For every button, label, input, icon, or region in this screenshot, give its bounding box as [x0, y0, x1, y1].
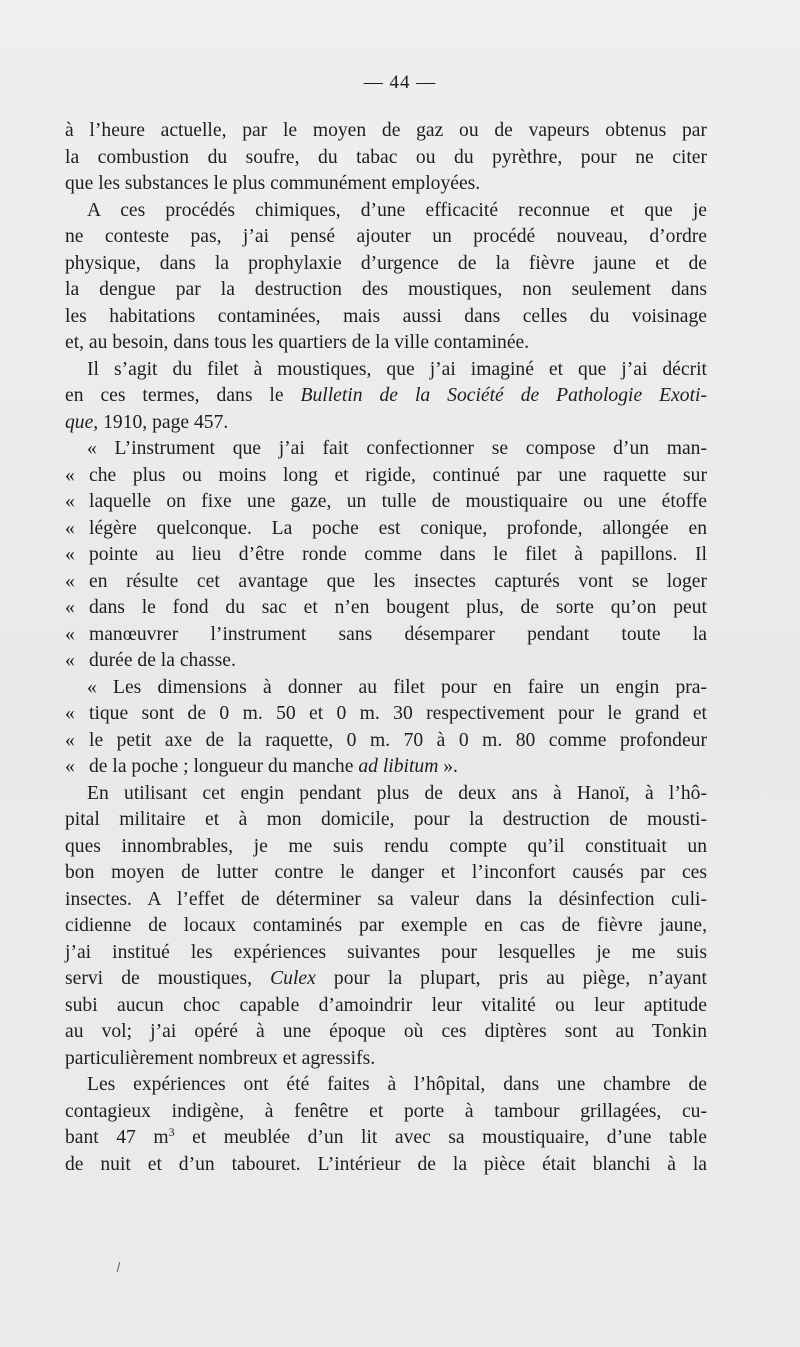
quote-line: « L’instrument que j’ai fait confectionner se compose d’un man-: [87, 438, 707, 459]
text-run: pour la plupart, pris au piège, n’ayant: [315, 968, 707, 989]
quote-line: [65, 542, 707, 569]
guillemet: «: [65, 650, 75, 671]
text-line: et, au besoin, dans tous les quartiers de la ville contaminée.: [65, 332, 530, 353]
text-run: tique sont de 0 m. 50 et 0 m. 30 respectivement pour le grand et: [89, 703, 707, 724]
guillemet: «: [65, 623, 75, 645]
text-line: bon moyen de lutter contre le danger et l’inconfort causés par ces: [65, 862, 707, 883]
text-run: laquelle on fixe une gaze, un tulle de moustiquaire ou une étoffe: [89, 491, 707, 512]
text-line: A ces procédés chimiques, d’une efficacité reconnue et que je: [87, 199, 707, 221]
text-line: de nuit et d’un tabouret. L’intérieur de la pièce était blanchi à la: [65, 1153, 707, 1175]
guillemet: «: [65, 491, 75, 512]
quote-line: [65, 622, 707, 649]
text-run: et meublée d’un lit avec sa moustiquaire, d’une table: [174, 1127, 707, 1148]
text-run: légère quelconque. La poche est conique, profonde, allongée en: [89, 517, 707, 539]
guillemet: «: [65, 570, 75, 592]
quote-line: [65, 595, 707, 622]
guillemet: «: [65, 464, 75, 486]
text-line: pital militaire et à mon domicile, pour la destruction de mousti-: [65, 809, 707, 830]
superscript: 3: [168, 1125, 175, 1139]
page-number: — 44 —: [363, 72, 437, 93]
text-line: [65, 1125, 707, 1152]
text-run: durée de la chasse.: [89, 650, 236, 671]
text-line: [65, 966, 707, 993]
text-run: en ces termes, dans le: [65, 385, 284, 406]
text-run: che plus ou moins long et rigide, continué par une raquette sur: [89, 464, 707, 486]
text-run: manœuvrer l’instrument sans désemparer pendant toute la: [89, 623, 707, 645]
guillemet: «: [65, 756, 75, 777]
journal-title-end: que,: [65, 411, 99, 433]
quote-line: [65, 569, 707, 596]
guillemet: «: [65, 517, 75, 539]
quote-line: [65, 754, 707, 781]
text-run: pointe au lieu d’être ronde comme dans le filet à papillons. Il: [89, 544, 707, 565]
text-run: de la poche ; longueur du manche: [89, 756, 354, 777]
quote-line: [65, 516, 707, 543]
body-text: [65, 118, 707, 1178]
guillemet: «: [65, 729, 75, 751]
text-line: [65, 410, 707, 437]
text-run: dans le fond du sac et n’en bougent plus, de sorte qu’on peut: [89, 597, 707, 618]
guillemet: «: [65, 597, 75, 618]
text-line: ques innombrables, je me suis rendu compte qu’il constituait un: [65, 835, 707, 857]
text-line: [65, 383, 707, 410]
text-line: j’ai institué les expériences suivantes pour lesquelles je me suis: [65, 941, 707, 963]
journal-title: Bulletin de la Société de Pathologie Exoti-: [300, 385, 707, 406]
text-line: la combustion du soufre, du tabac ou du pyrèthre, pour ne citer: [65, 146, 707, 168]
text-run: le petit axe de la raquette, 0 m. 70 à 0 m. 80 comme profondeur: [89, 729, 707, 751]
text-line: au vol; j’ai opéré à une époque où ces diptères sont au Tonkin: [65, 1021, 707, 1042]
text-line: que les substances le plus communément employées.: [65, 173, 481, 194]
text-run: ».: [438, 756, 458, 777]
text-run: bant 47 m: [65, 1127, 169, 1148]
stray-mark: [117, 1262, 121, 1272]
genus-name: Culex: [270, 968, 316, 989]
text-run: 1910, page 457.: [98, 411, 229, 433]
quote-line: [65, 489, 707, 516]
text-line: En utilisant cet engin pendant plus de deux ans à Hanoï, à l’hô-: [87, 782, 707, 804]
guillemet: «: [65, 703, 75, 724]
quote-line: « Les dimensions à donner au filet pour en faire un engin pra-: [87, 676, 707, 698]
text-run: servi de moustiques,: [65, 968, 252, 989]
latin-phrase: ad libitum: [358, 756, 439, 777]
text-line: subi aucun choc capable d’amoindrir leur vitalité ou leur aptitude: [65, 994, 707, 1016]
text-line: contagieux indigène, à fenêtre et porte à tambour grillagées, cu-: [65, 1100, 707, 1122]
text-line: à l’heure actuelle, par le moyen de gaz ou de vapeurs obtenus par: [65, 120, 707, 141]
text-line: Il s’agit du filet à moustiques, que j’ai imaginé et que j’ai décrit: [87, 358, 707, 380]
quote-line: [65, 728, 707, 755]
text-line: ne conteste pas, j’ai pensé ajouter un procédé nouveau, d’ordre: [65, 226, 707, 247]
text-line: particulièrement nombreux et agressifs.: [65, 1047, 376, 1069]
text-line: Les expériences ont été faites à l’hôpital, dans une chambre de: [87, 1074, 707, 1095]
text-line: les habitations contaminées, mais aussi dans celles du voisinage: [65, 305, 707, 327]
quote-line: [65, 463, 707, 490]
text-run: en résulte cet avantage que les insectes capturés vont se loger: [89, 570, 707, 592]
text-line: la dengue par la destruction des moustiques, non seulement dans: [65, 279, 707, 300]
text-line: cidienne de locaux contaminés par exemple en cas de fièvre jaune,: [65, 915, 707, 936]
quote-line: [65, 701, 707, 728]
quote-line: [65, 648, 707, 675]
guillemet: «: [65, 544, 75, 565]
text-line: physique, dans la prophylaxie d’urgence de la fièvre jaune et de: [65, 252, 707, 274]
text-line: insectes. A l’effet de déterminer sa valeur dans la désinfection culi-: [65, 888, 707, 910]
